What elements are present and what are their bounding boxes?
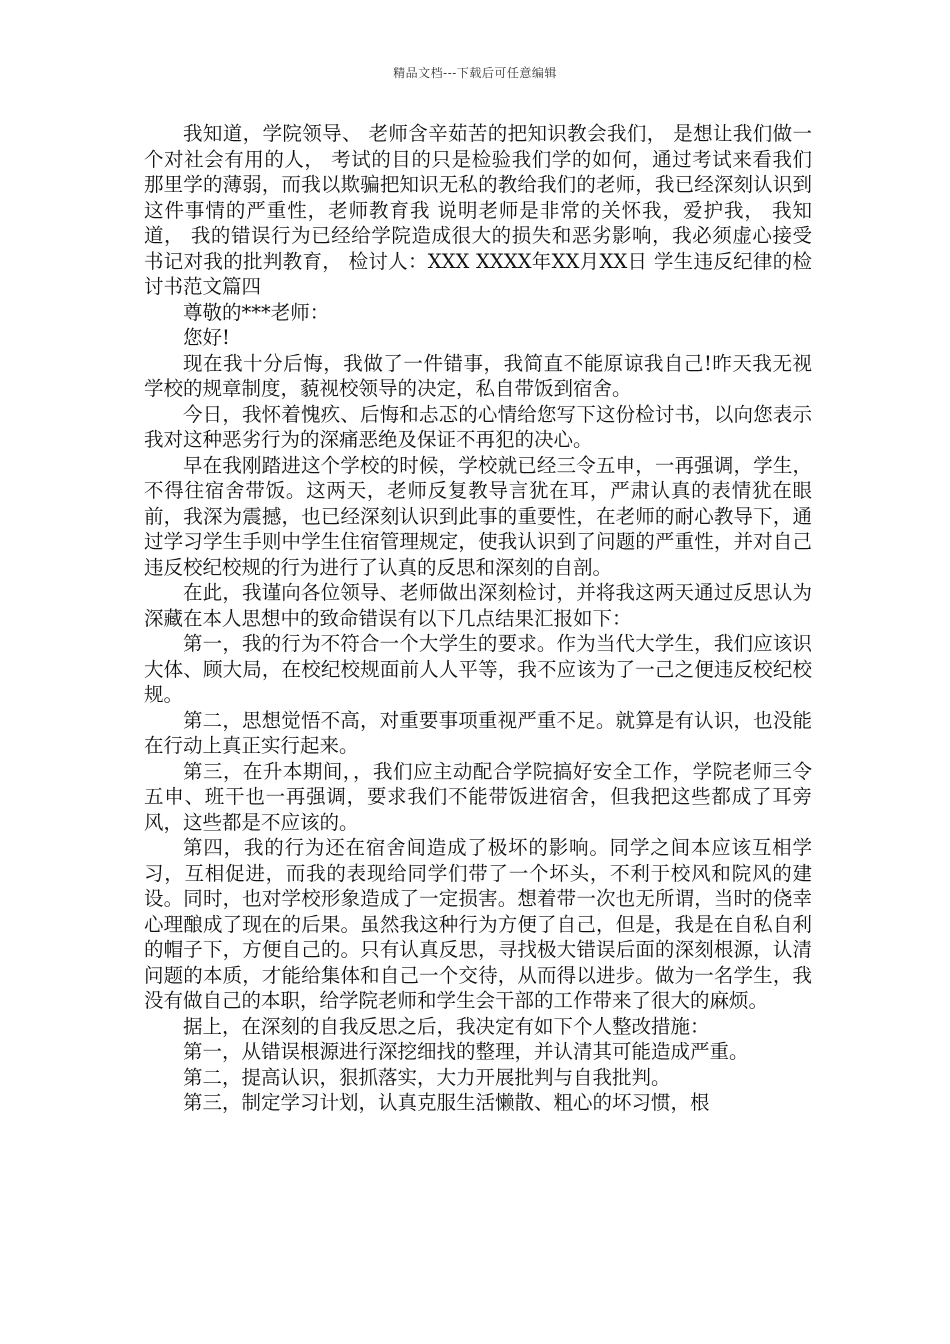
paragraph: 第三，制定学习计划，认真克服生活懒散、粗心的坏习惯，根 <box>183 1091 710 1114</box>
paragraph: 第四，我的行为还在宿舍间造成了极坏的影响。同学之间本应该互相学习，互相促进，而我的表现给同学们带了一个坏头，不利于校风和院风的建设。同时，也对学校形象造成了一定损害。想着带一次也无所谓，当时的侥幸心理酿成了现在的后果。虽然我这种行为方便了自己，但是，我是在自私自利的帽子下，方便自己的。只有认真反思，寻找极大错误后面的深刻根源，认清问题的本质，才能给集体和自己一个交待，从而得以进步。做为一名学生，我没有做自己的本职，给学院老师和学生会干部的工作带来了很大的麻烦。 <box>144 836 812 1012</box>
salutation: 尊敬的***老师： <box>183 300 330 324</box>
paragraph: 早在我刚踏进这个学校的时候，学校就已经三令五申，一再强调，学生，不得往宿舍带饭。这两天，老师反复教导言犹在耳，严肃认真的表情犹在眼前，我深为震撼，也已经深刻认识到此事的重要性，在老师的耐心教导下，通过学习学生手则中学生住宿管理规定，使我认识到了问题的严重性，并对自己违反校纪校规的行为进行了认真的反思和深刻的自剖。 <box>144 453 812 579</box>
paragraph: 第二，思想觉悟不高，对重要事项重视严重不足。就算是有认识，也没能在行动上真正实行起来。 <box>144 708 812 757</box>
paragraph: 现在我十分后悔，我做了一件错事，我简直不能原谅我自己!昨天我无视学校的规章制度，藐视校领导的决定，私自带饭到宿舍。 <box>144 351 812 400</box>
paragraph: 今日，我怀着愧疚、后悔和忐忑的心情给您写下这份检讨书，以向您表示我对这种恶劣行为的深痛恶绝及保证不再犯的决心。 <box>144 402 812 451</box>
paragraph: 第一，从错误根源进行深挖细找的整理，并认清其可能造成严重。 <box>183 1040 749 1063</box>
document-body <box>144 121 812 1116</box>
paragraph: 据上，在深刻的自我反思之后，我决定有如下个人整改措施： <box>183 1014 710 1038</box>
greeting: 您好! <box>183 326 230 349</box>
paragraph: 第一，我的行为不符合一个大学生的要求。作为当代大学生，我们应该识大体、顾大局，在校纪校规面前人人平等，我不应该为了一己之便违反校纪校规。 <box>144 632 812 706</box>
page-header: 精品文档---下载后可任意编辑 <box>393 66 557 80</box>
paragraph: 在此，我谨向各位领导、老师做出深刻检讨，并将我这两天通过反思认为深藏在本人思想中的致命错误有以下几点结果汇报如下： <box>144 581 812 630</box>
paragraph: 第三，在升本期间，，我们应主动配合学院搞好安全工作，学院老师三令五申、班干也一再强调，要求我们不能带饭进宿舍，但我把这些都成了耳旁风，这些都是不应该的。 <box>144 759 812 834</box>
paragraph: 第二，提高认识，狠抓落实，大力开展批判与自我批判。 <box>183 1065 671 1089</box>
paragraph: 我知道，学院领导、 老师含辛茹苦的把知识教会我们， 是想让我们做一个对社会有用的人， 考试的目的只是检验我们学的如何，通过考试来看我们那里学的薄弱，而我以欺骗把知识无私的教给我们的老师，我已经深刻认识到这件事情的严重性，老师教育我 说明老师是非常的关怀我，爱护我， 我知道， 我的错误行为已经给学院造成很大的损失和恶劣影响，我必须虚心接受书记对我的批判教育， 检讨人：XXX XXXX年XX月XX日 学生违反纪律的检讨书范文篇四 <box>144 122 812 298</box>
